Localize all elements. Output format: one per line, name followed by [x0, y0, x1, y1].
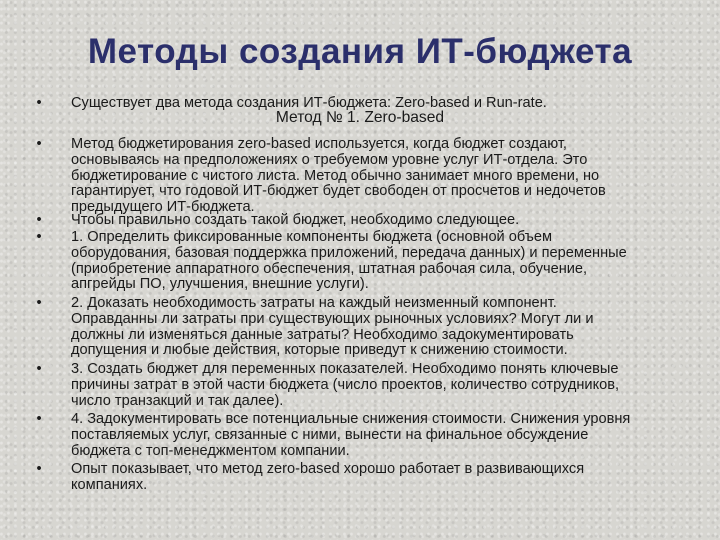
bullet-text: Метод бюджетирования zero-based используется, когда бюджет создают, основываясь на предположениях о требуемом уровне услуг ИТ-отдела. Это бюджетирование с чистого листа. Метод обычно занимает много времени, но гарантирует, что годовой ИТ-бюджет будет свободен от просчетов и недочетов предыдущего ИТ-бюджета.	[71, 136, 606, 216]
bullet-text: 2. Доказать необходимость затраты на каждый неизменный компонент. Оправданны ли затраты при существующих рыночных условиях? Могут ли и должны ли изменяться данные затраты? Необходимо задокументировать допущения и любые действия, которые приведут к снижению стоимости.	[71, 295, 594, 359]
slide-title: Методы создания ИТ-бюджета	[87, 32, 633, 71]
bullet-text: Существует два метода создания ИТ-бюджета: Zero-based и Run-rate.	[71, 95, 547, 111]
bullet-marker: •	[36, 212, 42, 228]
bullet-text: 3. Создать бюджет для переменных показателей. Необходимо понять ключевые причины затрат в этой части бюджета (число проектов, количество сотрудников, число транзакций и так далее).	[71, 361, 620, 409]
bullet-marker: •	[36, 411, 42, 427]
bullet-marker: •	[36, 136, 42, 152]
bullet-text: 1. Определить фиксированные компоненты бюджета (основной объем оборудования, базовая поддержка приложений, передача данных) и переменные (приобретение аппаратного обеспечения, штатная рабочая сила, обучение, апгрейды ПО, улучшения, внешние услуги).	[71, 229, 627, 293]
bullet-marker: •	[36, 461, 42, 477]
bullet-marker: •	[36, 361, 42, 377]
method-subheading: Метод № 1. Zero-based	[275, 109, 445, 126]
bullet-marker: •	[36, 95, 42, 111]
bullet-text: 4. Задокументировать все потенциальные снижения стоимости. Снижения уровня поставляемых услуг, связанные с ними, вынести на финальное обсуждение бюджета с топ-менеджментом компании.	[71, 411, 631, 459]
bullet-marker: •	[36, 295, 42, 311]
bullet-marker: •	[36, 229, 42, 245]
bullet-text: Опыт показывает, что метод zero-based хорошо работает в развивающихся компаниях.	[71, 461, 585, 493]
bullet-text: Чтобы правильно создать такой бюджет, необходимо следующее.	[71, 212, 520, 228]
